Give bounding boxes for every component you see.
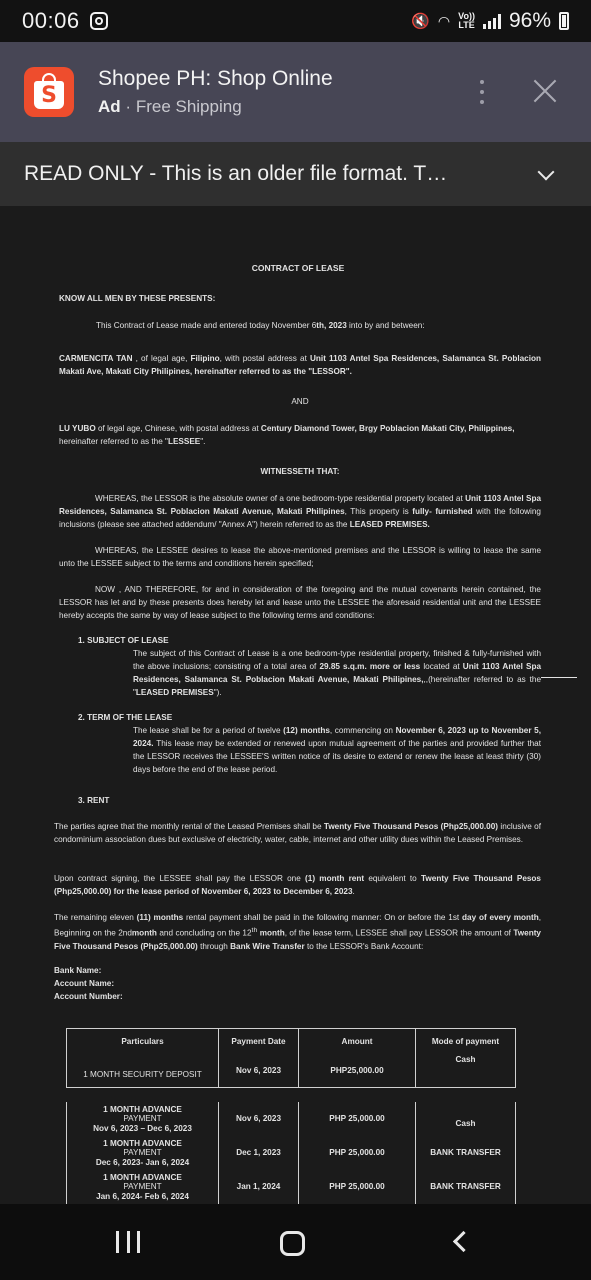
and-text: AND bbox=[291, 397, 309, 406]
table-header-row bbox=[67, 1029, 516, 1055]
row-2-date: Dec 1, 2023 bbox=[219, 1136, 299, 1170]
row-2-amount: PHP 25,000.00 bbox=[299, 1136, 416, 1170]
section-1-body: The subject of this Contract of Lease is a one bedroom-type residential property, finished & fully-furnished with the above inclusions; consisting of a total area of 29.85 s.q.m. more or less located at Unit 1103 Antel Spa Residences, Salamanca St. Poblacion Makati Avenue, Makati Philipines,,,(hereinafter referred to as the "LEASED PREMISES"). bbox=[133, 649, 542, 697]
ad-app-name[interactable]: Shopee PH: Shop Online bbox=[98, 67, 333, 90]
whereas-paragraph-1: WHEREAS, the LESSOR is the absolute owner of a one bedroom-type residential property located at Unit 1103 Antel Spa Residences, Salamanca St. Poblacion Makati Avenue, Makati Philipines, This property is fully- furnished with the following inclusions (please see attached addendum/ "Annex A") herein referred to as the LEASED PREMISES. bbox=[59, 494, 541, 529]
lessee-paragraph: LU YUBO of legal age, Chinese, with postal address at Century Diamond Tower, Brgy Poblacion Makati City, Philippines, hereinafter referred to as the "LESSEE". bbox=[59, 424, 515, 446]
read-only-notice[interactable] bbox=[0, 142, 591, 206]
wifi-icon: ◠ bbox=[437, 12, 451, 29]
header-amount: Amount bbox=[299, 1029, 416, 1055]
table-row bbox=[67, 1136, 516, 1170]
volte-icon: Vo)) LTE bbox=[458, 11, 475, 30]
battery-icon bbox=[559, 12, 569, 30]
more-options-icon[interactable] bbox=[478, 80, 486, 104]
close-ad-icon[interactable] bbox=[532, 78, 558, 104]
header-mode: Mode of payment bbox=[416, 1029, 516, 1055]
ad-subtitle bbox=[98, 97, 333, 117]
header-particulars: Particulars bbox=[121, 1037, 164, 1047]
deposit-mode: Cash bbox=[416, 1055, 516, 1088]
status-time: 00:06 bbox=[22, 8, 80, 33]
home-icon[interactable] bbox=[280, 1231, 305, 1256]
row-1-date: Nov 6, 2023 bbox=[219, 1102, 299, 1136]
section-2-heading: 2. TERM OF THE LEASE bbox=[78, 713, 173, 722]
intro-paragraph: This Contract of Lease made and entered today November 6th, 2023 into by and between: bbox=[96, 321, 425, 330]
mute-icon: 🔇 bbox=[411, 13, 430, 30]
chevron-down-icon[interactable] bbox=[538, 164, 555, 181]
row-2-particulars: 1 MONTH ADVANCE PAYMENT Dec 6, 2023- Jan 6, 2024 bbox=[95, 1138, 190, 1167]
status-bar bbox=[0, 0, 591, 42]
ad-label: Ad bbox=[98, 97, 121, 116]
lessor-paragraph: CARMENCITA TAN , of legal age, Filipino, with postal address at Unit 1103 Antel Spa Residences, Salamanca St. Poblacion Makati Ave, Makati City Philipines, hereinafter referred to as the "LESSOR". bbox=[59, 354, 541, 376]
now-therefore-paragraph: NOW , AND THEREFORE, for and in consideration of the foregoing and the mutual covenants herein contained, the LESSOR has let and by these presents does hereby let and lease unto the LESSEE the aforesaid residential unit and the LESSEE hereby accepts the same by way of lease subject to the following terms and conditions: bbox=[59, 585, 541, 620]
row-3-date: Jan 1, 2024 bbox=[219, 1170, 299, 1204]
row-1-particulars: 1 MONTH ADVANCE PAYMENT Nov 6, 2023 – Dec 6, 2023 bbox=[93, 1104, 192, 1133]
back-icon[interactable] bbox=[453, 1231, 474, 1252]
section-1-heading: 1. SUBJECT OF LEASE bbox=[78, 636, 169, 645]
witnesseth-heading: WITNESSETH THAT: bbox=[260, 467, 340, 476]
rent-paragraph-3: The remaining eleven (11) months rental payment shall be paid in the following manner: On or before the 1st day of every month, Beginning on the 2ndmonth and concluding on the 12th month, of the lease term, LESSEE shall pay LESSOR the amount of Twenty Five Thousand Pesos (Php25,000.00) through Bank Wire Transfer to the LESSOR's Bank Account: bbox=[54, 913, 542, 951]
shopee-bag-icon: S bbox=[34, 81, 64, 109]
system-nav-bar bbox=[0, 1204, 591, 1280]
row-3-particulars: 1 MONTH ADVANCE PAYMENT Jan 6, 2024- Feb 6, 2024 bbox=[96, 1172, 189, 1201]
status-icons bbox=[411, 9, 569, 33]
deposit-amount: PHP25,000.00 bbox=[299, 1055, 416, 1088]
row-1-mode: Cash bbox=[416, 1102, 516, 1136]
deposit-particulars: 1 MONTH SECURITY DEPOSIT bbox=[83, 1070, 202, 1080]
row-2-mode: BANK TRANSFER bbox=[416, 1136, 516, 1170]
shopee-logo-icon[interactable] bbox=[24, 67, 74, 117]
payment-table-deposit bbox=[66, 1028, 516, 1088]
battery-percentage: 96% bbox=[508, 9, 551, 32]
table-row bbox=[67, 1055, 516, 1088]
account-name-label: Account Name: bbox=[54, 979, 115, 988]
margin-line bbox=[541, 677, 577, 678]
document-title: CONTRACT OF LEASE bbox=[251, 263, 345, 273]
rent-paragraph-2: Upon contract signing, the LESSEE shall pay the LESSOR one (1) month rent equivalent to Twenty Five Thousand Pesos (Php25,000.00) for the lease period of November 6, 2023 to December 6, 2023. bbox=[54, 874, 541, 896]
read-only-text: READ ONLY - This is an older file format. T… bbox=[24, 162, 448, 185]
ad-text[interactable] bbox=[98, 67, 333, 117]
recent-apps-icon[interactable] bbox=[116, 1231, 140, 1255]
table-row bbox=[67, 1170, 516, 1204]
row-3-mode: BANK TRANSFER bbox=[416, 1170, 516, 1204]
ad-banner[interactable] bbox=[0, 42, 591, 142]
row-3-amount: PHP 25,000.00 bbox=[299, 1170, 416, 1204]
deposit-date: Nov 6, 2023 bbox=[219, 1055, 299, 1088]
rent-paragraph-1: The parties agree that the monthly rental of the Leased Premises shall be Twenty Five Thousand Pesos (Php25,000.00) inclusive of condominium association dues but exclusive of electricity, water, cable, internet and other utility dues within the Leased Premises. bbox=[54, 822, 542, 844]
signal-icon bbox=[483, 13, 501, 29]
payment-table-advance bbox=[66, 1102, 516, 1204]
header-payment-date: Payment Date bbox=[219, 1029, 299, 1055]
section-3-heading: 3. RENT bbox=[78, 796, 110, 805]
account-number-label: Account Number: bbox=[54, 992, 123, 1001]
instagram-notification-icon bbox=[90, 12, 108, 30]
know-all-heading: KNOW ALL MEN BY THESE PRESENTS: bbox=[59, 294, 216, 303]
bank-name-label: Bank Name: bbox=[54, 966, 102, 975]
table-row bbox=[67, 1102, 516, 1136]
section-2-body: The lease shall be for a period of twelve (12) months, commencing on November 6, 2023 up to November 5, 2024. This lease may be extended or renewed upon mutual agreement of the parties and provided further that the LESSOR receives the LESSEE'S written notice of its desire to extend or renew the lease at least thirty (30) days before the end of the lease period. bbox=[133, 726, 541, 774]
ad-separator: · bbox=[125, 97, 132, 116]
whereas-paragraph-2: WHEREAS, the LESSEE desires to lease the above-mentioned premises and the LESSOR is willing to lease the same unto the LESSEE subject to the terms and conditions herein specified; bbox=[59, 546, 541, 568]
row-1-amount: PHP 25,000.00 bbox=[299, 1102, 416, 1136]
ad-tagline: Free Shipping bbox=[135, 97, 242, 116]
